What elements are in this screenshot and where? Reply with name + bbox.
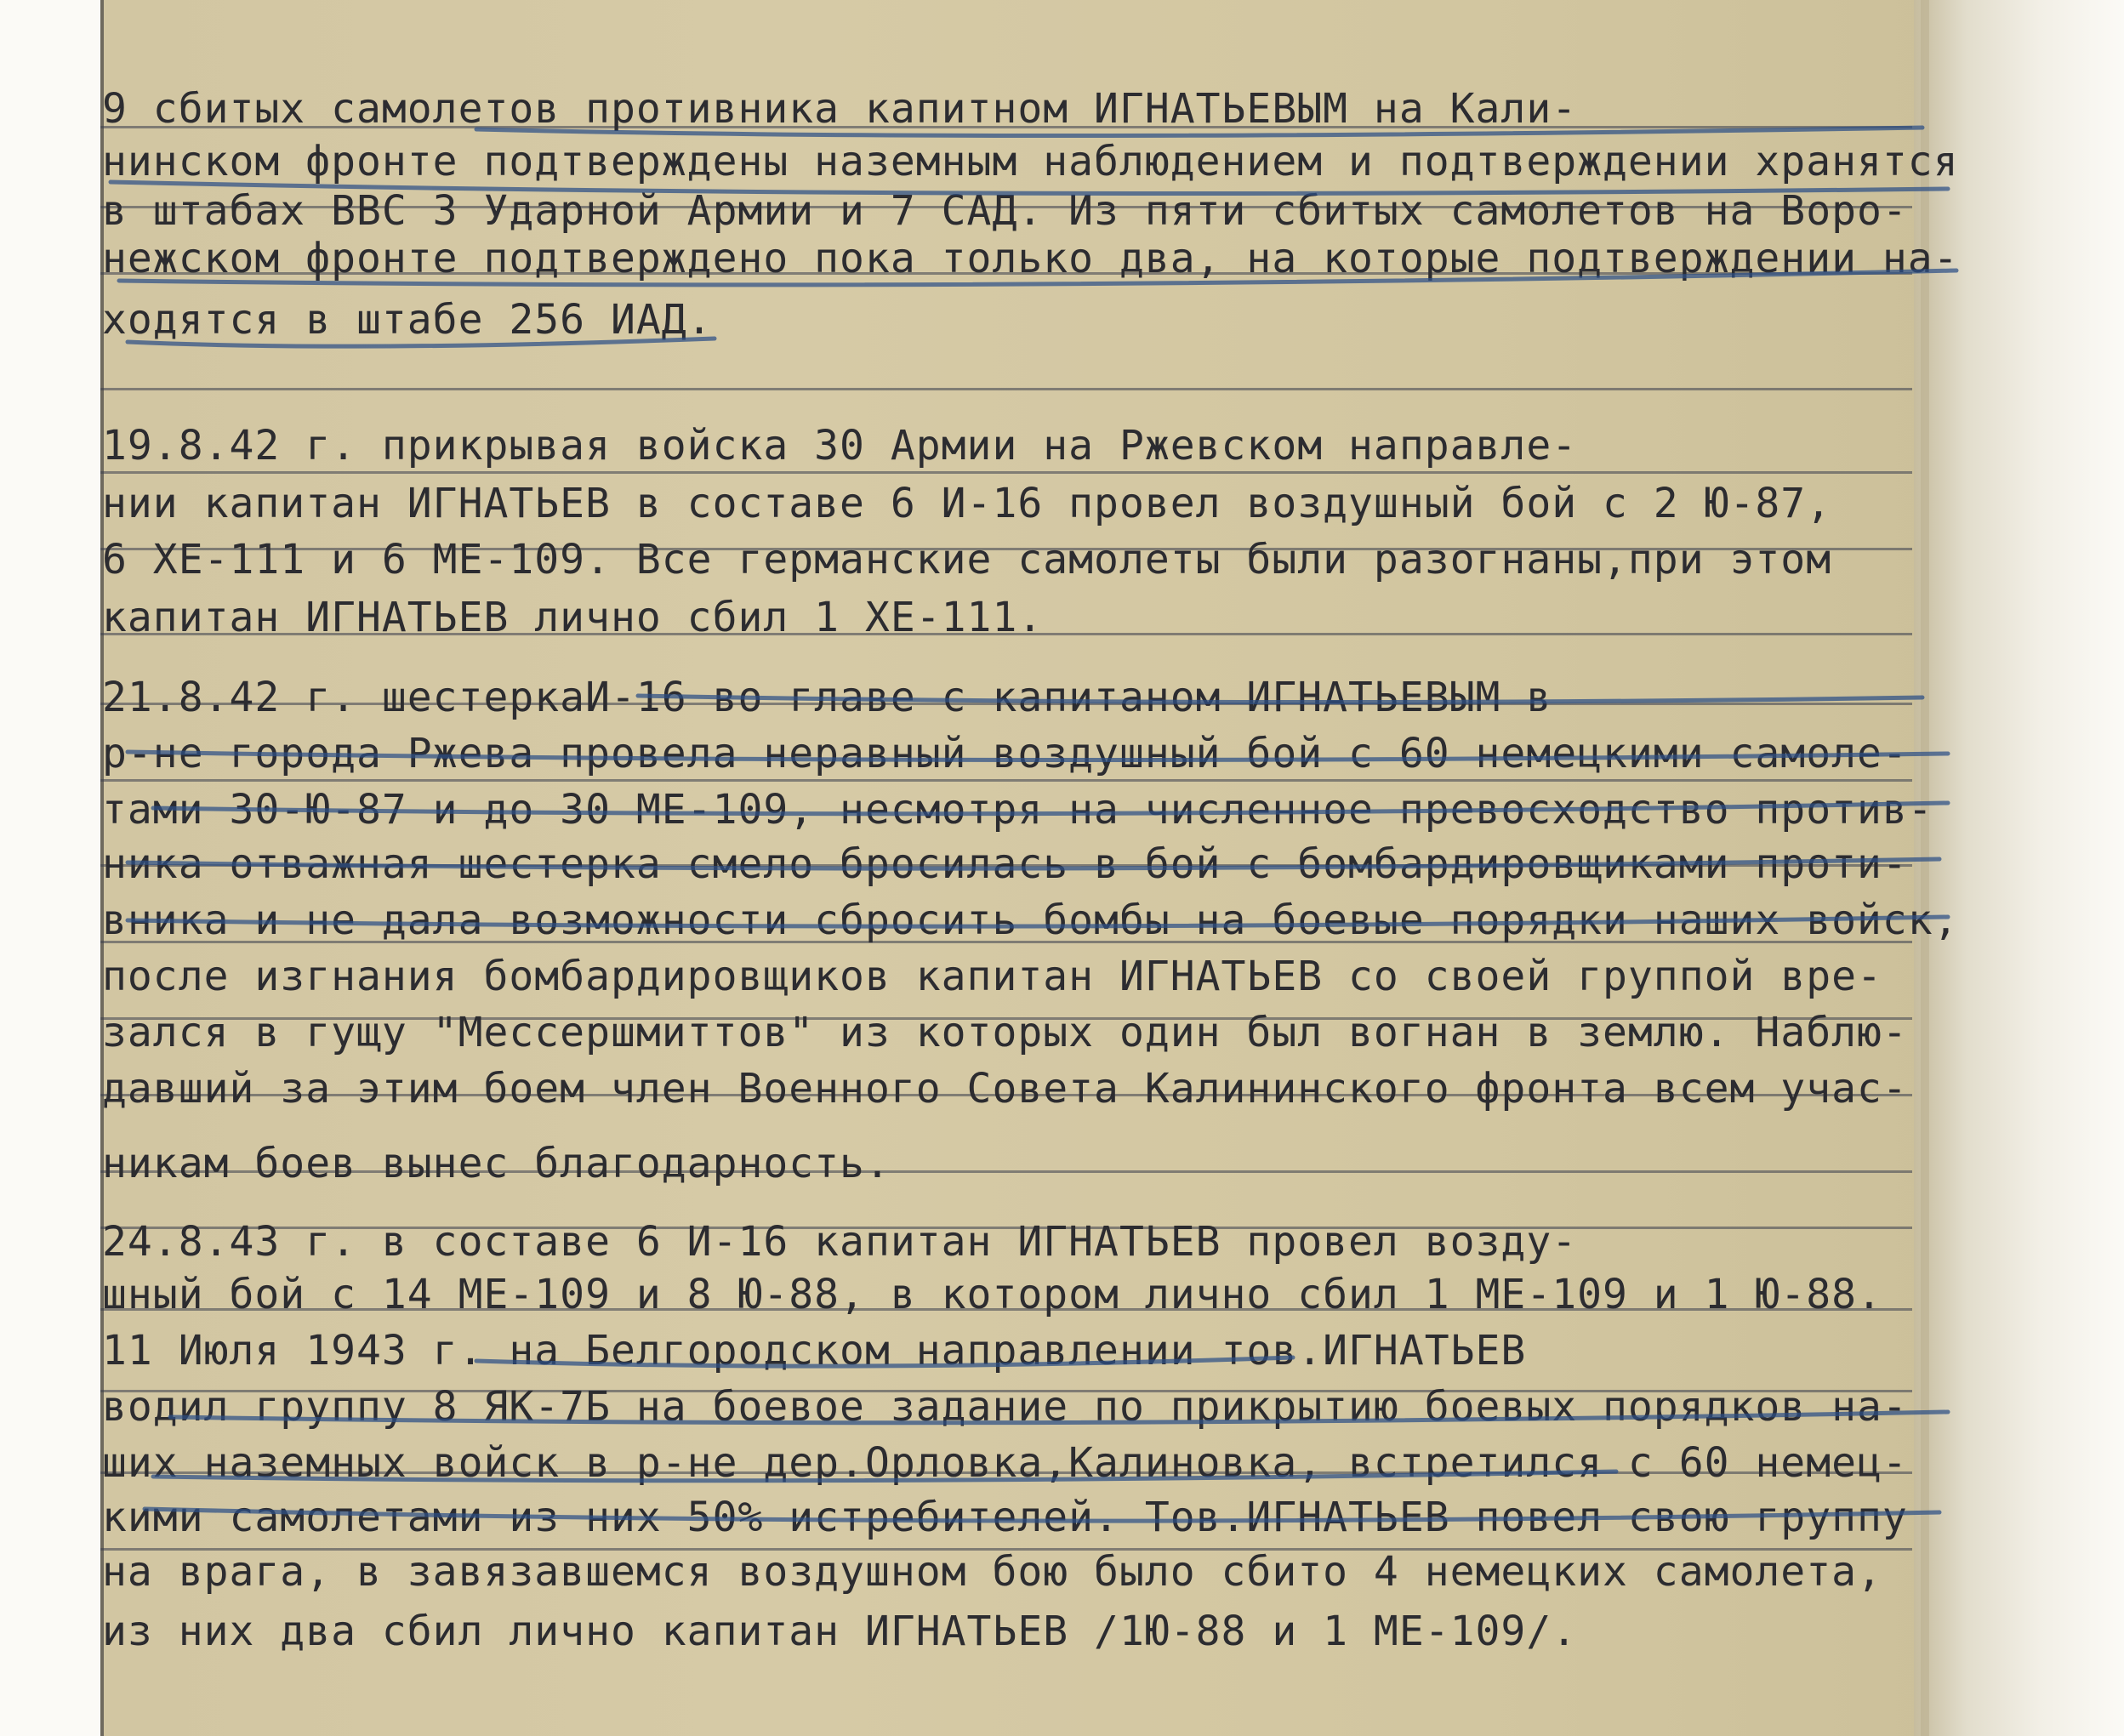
text-line: из них два сбил лично капитан ИГНАТЬЕВ /1Ю-88 и 1 МЕ-109/. [102,1608,1578,1655]
text-line: 19.8.42 г. прикрывая войска 30 Армии на Ржевском направле- [102,422,1578,470]
text-line: нии капитан ИГНАТЬЕВ в составе 6 И-16 провел воздушный бой с 2 Ю-87, [102,480,1832,527]
text-line: 6 ХЕ-111 и 6 МЕ-109. Все германские самолеты были разогнаны,при этом [102,536,1832,583]
text-line: 11 Июля 1943 г. на Белгородском направлении тов.ИГНАТЬЕВ [102,1327,1527,1375]
text-line: р-не города Ржева провела неравный воздушный бой с 60 немецкими самоле- [102,730,1908,777]
text-line: давший за этим боем член Военного Совета Калининского фронта всем учас- [102,1065,1908,1113]
text-line: тами 30-Ю-87 и до 30 МЕ-109, несмотря на численное превосходство против- [102,786,1933,834]
text-line: ника отважная шестерка смело бросилась в бой с бомбардировщиками проти- [102,840,1908,888]
ruled-line [100,388,1912,390]
text-line: 24.8.43 г. в составе 6 И-16 капитан ИГНАТЬЕВ провел возду- [102,1218,1578,1266]
text-line: шный бой с 14 МЕ-109 и 8 Ю-88, в котором лично сбил 1 МЕ-109 и 1 Ю-88. [102,1271,1882,1318]
text-line: водил группу 8 ЯК-7Б на боевое задание по прикрытию боевых порядков на- [102,1383,1908,1431]
text-line: на врага, в завязавшемся воздушном бою было сбито 4 немецких самолета, [102,1548,1882,1596]
text-line: 21.8.42 г. шестеркаИ-16 во главе с капитаном ИГНАТЬЕВЫМ в [102,674,1552,721]
text-line: нежском фронте подтверждено пока только два, на которые подтверждении на- [102,235,1959,282]
scan-margin [0,0,100,1736]
text-line: кими самолетами из них 50% истребителей. Тов.ИГНАТЬЕВ повел свою группу [102,1494,1908,1541]
text-line: зался в гущу "Мессершмиттов" из которых один был вогнан в землю. Наблю- [102,1009,1908,1056]
text-line: ходятся в штабе 256 ИАД. [102,296,713,344]
text-line: ших наземных войск в р-не дер.Орловка,Калиновка, встретился с 60 немец- [102,1439,1908,1487]
text-line: в штабах ВВС 3 Ударной Армии и 7 САД. Из пяти сбитых самолетов на Воро- [102,187,1908,235]
text-line: 9 сбитых самолетов противника капитном ИГНАТЬЕВЫМ на Кали- [102,85,1578,133]
text-line: вника и не дала возможности сбросить бомбы на боевые порядки наших войск, [102,896,1959,944]
text-line: нинском фронте подтверждены наземным наблюдением и подтверждении хранятся [102,138,1959,185]
text-line: после изгнания бомбардировщиков капитан ИГНАТЬЕВ со своей группой вре- [102,953,1882,1000]
ruled-line [100,779,1912,782]
text-line: никам боев вынес благодарность. [102,1140,891,1187]
text-line: капитан ИГНАТЬЕВ лично сбил 1 ХЕ-111. [102,594,1044,641]
ruled-line [100,471,1912,474]
